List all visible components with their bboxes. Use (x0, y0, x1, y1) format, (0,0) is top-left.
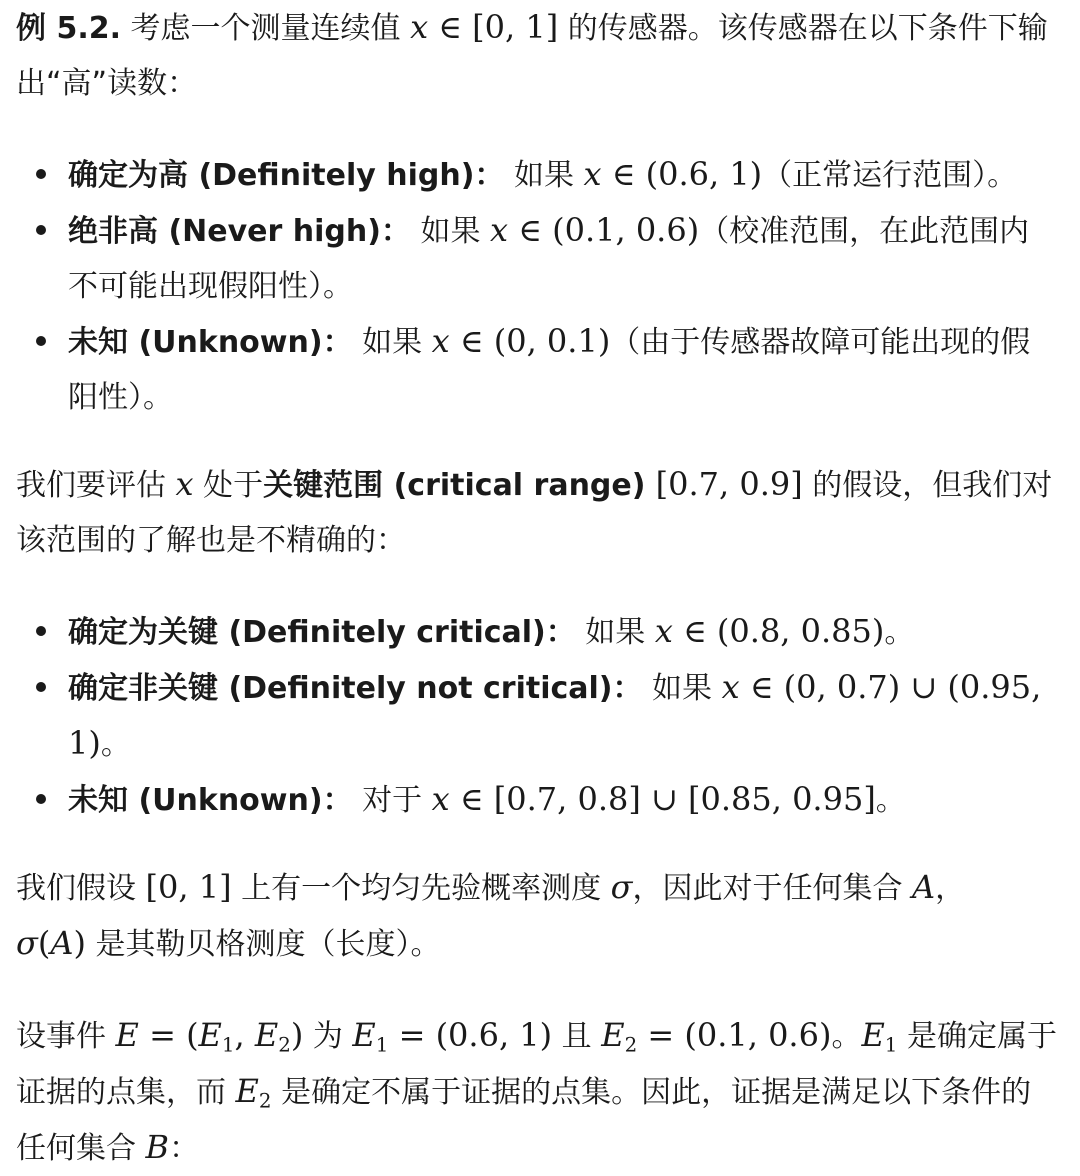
list-item: 确定为关键 (Definitely critical)： 如果 x ∈ (0.8, 0.85)。 (16, 604, 1058, 660)
sensor-condition-list (16, 147, 1058, 425)
list-item: 绝非高 (Never high)： 如果 x ∈ (0.1, 0.6)（校准范围，在此范围内不可能出现假阳性）。 (16, 203, 1058, 314)
critical-condition-list (16, 604, 1058, 828)
list-item: 确定非关键 (Definitely not critical)： 如果 x ∈ (0, 0.7) ∪ (0.95, 1)。 (16, 660, 1058, 772)
critical-range-paragraph: 我们要评估 x 处于关键范围 (critical range) [0.7, 0.9] 的假设，但我们对该范围的了解也是不精确的： (16, 465, 1053, 558)
prior-measure-paragraph: 我们假设 [0, 1] 上有一个均匀先验概率测度 σ，因此对于任何集合 A， σ(A) 是其勒贝格测度（长度）。 (16, 868, 966, 962)
example-intro: 例 5.2. 考虑一个测量连续值 x ∈ [0, 1] 的传感器。该传感器在以下条件下输出“高”读数： (16, 8, 1048, 101)
list-item: 未知 (Unknown)： 如果 x ∈ (0, 0.1)（由于传感器故障可能出现的假阳性）。 (16, 314, 1058, 425)
list-item: 确定为高 (Definitely high)： 如果 x ∈ (0.6, 1)（正常运行范围）。 (16, 147, 1058, 203)
math-x: x ∈ [0, 1] (410, 8, 559, 46)
list-item: 未知 (Unknown)： 对于 x ∈ [0.7, 0.8] ∪ [0.85, 0.95]。 (16, 772, 1058, 828)
example-label: 例 5.2. (16, 11, 121, 46)
evidence-paragraph: 设事件 $E = (E_1$, $E_2$) 为 $E_1 = (0.6$, 1) 且 $E_2 = (0.1$, 0.6)。$E_1$ 是确定属于证据的点集，而 $E_2$ 是确定不属于证据的点集。因此，证据是满足以下条件的任何集合 B： (16, 1016, 1057, 1166)
